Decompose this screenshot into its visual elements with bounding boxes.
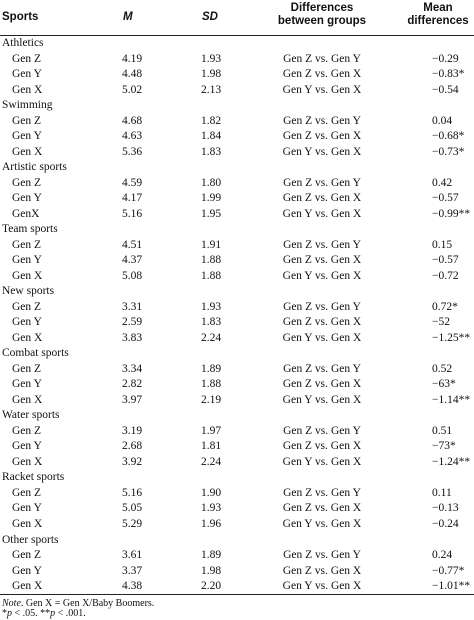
mean-cell: 4.19 [122, 52, 143, 65]
sd-cell: 1.89 [201, 362, 222, 375]
generation-cell: Gen X [12, 455, 43, 468]
generation-cell: Gen Y [12, 130, 42, 143]
comparison-cell: Gen Z vs. Gen X [282, 254, 362, 267]
mean-difference-cell: −52 [432, 316, 450, 329]
sd-cell: 1.93 [201, 52, 222, 65]
generation-cell: Gen Y [12, 502, 42, 515]
category-row [0, 346, 474, 362]
sd-cell: 1.95 [201, 207, 222, 220]
comparison-cell: Gen Z vs. Gen X [282, 378, 362, 391]
mean-difference-cell: 0.42 [432, 176, 453, 189]
sd-cell: 1.80 [201, 176, 222, 189]
comparison-cell: Gen Z vs. Gen Y [283, 424, 361, 437]
generation-cell: Gen Y [12, 378, 42, 391]
comparison-cell: Gen Z vs. Gen Y [283, 486, 361, 499]
table-row [0, 67, 474, 83]
header-mean: M [123, 11, 133, 23]
mean-difference-cell: −0.73* [432, 145, 465, 158]
sig-prefix: * [2, 608, 7, 619]
table-row [0, 207, 474, 223]
mean-cell: 5.16 [122, 486, 143, 499]
comparison-cell: Gen Z vs. Gen X [282, 440, 362, 453]
table-row [0, 52, 474, 68]
comparison-cell: Gen Y vs. Gen X [282, 455, 362, 468]
sd-cell: 1.83 [201, 145, 222, 158]
mean-difference-cell: 0.15 [432, 238, 453, 251]
sd-cell: 2.19 [201, 393, 222, 406]
table-row [0, 548, 474, 564]
comparison-cell: Gen Z vs. Gen X [282, 502, 362, 515]
sd-cell: 1.93 [201, 502, 222, 515]
generation-cell: Gen Y [12, 192, 42, 205]
table-body [0, 36, 474, 595]
mean-difference-cell: 0.11 [432, 486, 452, 499]
generation-cell: Gen Z [12, 52, 42, 65]
generation-cell: Gen X [12, 393, 43, 406]
mean-cell: 3.83 [122, 331, 143, 344]
category-row [0, 533, 474, 549]
comparison-cell: Gen Y vs. Gen X [282, 145, 362, 158]
mean-cell: 5.29 [122, 517, 143, 530]
table-row [0, 331, 474, 347]
sd-cell: 1.84 [201, 130, 222, 143]
table-row [0, 362, 474, 378]
mean-cell: 4.48 [122, 68, 143, 81]
category-label: Swimming [2, 99, 53, 112]
mean-difference-cell: −63* [432, 378, 456, 391]
table-row [0, 83, 474, 99]
generation-cell: Gen Z [12, 424, 42, 437]
mean-cell: 5.36 [122, 145, 143, 158]
mean-difference-cell: −0.57 [432, 254, 459, 267]
category-label: Team sports [2, 223, 58, 236]
sd-cell: 1.89 [201, 549, 222, 562]
generation-cell: Gen X [12, 517, 43, 530]
generation-cell: Gen X [12, 580, 43, 593]
comparison-cell: Gen Y vs. Gen X [282, 207, 362, 220]
sd-cell: 1.88 [201, 269, 222, 282]
mean-cell: 2.68 [122, 440, 143, 453]
sd-cell: 1.99 [201, 192, 222, 205]
table-row [0, 191, 474, 207]
sd-cell: 1.88 [201, 254, 222, 267]
comparison-cell: Gen Y vs. Gen X [282, 517, 362, 530]
mean-cell: 2.59 [122, 316, 143, 329]
mean-difference-cell: −0.54 [432, 83, 459, 96]
table-row [0, 564, 474, 580]
comparison-cell: Gen Z vs. Gen X [282, 130, 362, 143]
comparison-cell: Gen Z vs. Gen X [282, 564, 362, 577]
mean-difference-cell: 0.51 [432, 424, 453, 437]
mean-cell: 5.08 [122, 269, 143, 282]
category-row [0, 160, 474, 176]
comparison-cell: Gen Y vs. Gen X [282, 269, 362, 282]
table-row [0, 579, 474, 595]
comparison-cell: Gen Z vs. Gen X [282, 192, 362, 205]
category-row [0, 408, 474, 424]
mean-difference-cell: −0.72 [432, 269, 459, 282]
mean-difference-cell: 0.52 [432, 362, 453, 375]
table-row [0, 393, 474, 409]
sd-cell: 2.24 [201, 455, 222, 468]
category-label: Athletics [2, 37, 44, 49]
mean-cell: 3.92 [122, 455, 143, 468]
mean-difference-cell: −73* [432, 440, 456, 453]
generation-cell: Gen Z [12, 486, 42, 499]
generation-cell: Gen Z [12, 549, 42, 562]
mean-difference-cell: −1.25** [432, 331, 471, 344]
mean-difference-cell: −0.83* [432, 68, 465, 81]
table-row [0, 238, 474, 254]
comparison-cell: Gen Z vs. Gen Y [283, 362, 361, 375]
generation-cell: Gen Y [12, 68, 42, 81]
header-sd: SD [202, 11, 218, 23]
mean-cell: 5.02 [122, 83, 143, 96]
generation-cell: Gen Y [12, 254, 42, 267]
table-row [0, 176, 474, 192]
comparison-cell: Gen Z vs. Gen X [282, 316, 362, 329]
category-label: Artistic sports [2, 161, 67, 174]
mean-cell: 3.37 [122, 564, 143, 577]
category-row [0, 284, 474, 300]
table-header [0, 0, 474, 35]
mean-difference-cell: −0.57 [432, 192, 459, 205]
category-label: New sports [2, 285, 55, 298]
bottom-rule [0, 594, 474, 595]
sig-text1: < .05. ** [12, 608, 51, 619]
sd-cell: 1.81 [201, 440, 222, 453]
mean-difference-cell: −0.99** [432, 207, 471, 220]
mean-difference-cell: −1.01** [432, 580, 471, 593]
comparison-cell: Gen Y vs. Gen X [282, 331, 362, 344]
table-row [0, 253, 474, 269]
table-row [0, 424, 474, 440]
comparison-cell: Gen Y vs. Gen X [282, 580, 362, 593]
generation-cell: Gen Y [12, 440, 42, 453]
comparison-cell: Gen Z vs. Gen Y [283, 52, 361, 65]
mean-cell: 3.61 [122, 549, 143, 562]
mean-cell: 4.59 [122, 176, 143, 189]
sd-cell: 2.13 [201, 83, 222, 96]
table-row [0, 377, 474, 393]
table-row [0, 439, 474, 455]
mean-cell: 4.37 [122, 254, 143, 267]
mean-cell: 3.19 [122, 424, 143, 437]
sd-cell: 2.20 [201, 580, 222, 593]
comparison-cell: Gen Z vs. Gen Y [283, 176, 361, 189]
mean-cell: 3.34 [122, 362, 143, 375]
header-differences: Differences between groups [277, 2, 367, 27]
sd-cell: 2.24 [201, 331, 222, 344]
comparison-cell: Gen Z vs. Gen Y [283, 300, 361, 313]
generation-cell: Gen X [12, 269, 43, 282]
mean-difference-cell: 0.04 [432, 114, 453, 127]
header-mean-differences: Mean differences [407, 2, 469, 27]
mean-difference-cell: −0.24 [432, 517, 459, 530]
mean-difference-cell: 0.72* [432, 300, 458, 313]
generation-cell: Gen Z [12, 114, 42, 127]
generation-cell: Gen X [12, 331, 43, 344]
sd-cell: 1.96 [201, 517, 222, 530]
category-row [0, 36, 474, 52]
generation-cell: Gen Z [12, 238, 42, 251]
generation-cell: Gen Y [12, 564, 42, 577]
category-label: Racket sports [2, 471, 65, 484]
table-row [0, 501, 474, 517]
header-sports: Sports [2, 11, 39, 23]
sd-cell: 1.98 [201, 68, 222, 81]
table-row [0, 486, 474, 502]
table-row [0, 114, 474, 130]
mean-difference-cell: −0.29 [432, 52, 459, 65]
table-row [0, 145, 474, 161]
sd-cell: 1.98 [201, 564, 222, 577]
comparison-cell: Gen Z vs. Gen Y [283, 238, 361, 251]
sig-p2: p [50, 608, 56, 619]
generation-cell: Gen X [12, 145, 43, 158]
sd-cell: 1.83 [201, 316, 222, 329]
category-row [0, 470, 474, 486]
table-row [0, 455, 474, 471]
table-row [0, 315, 474, 331]
sd-cell: 1.91 [201, 238, 222, 251]
mean-cell: 2.82 [122, 378, 143, 391]
mean-cell: 5.16 [122, 207, 143, 220]
generation-cell: Gen Y [12, 316, 42, 329]
table-row [0, 269, 474, 285]
significance-note [2, 608, 86, 620]
sd-cell: 1.82 [201, 114, 222, 127]
category-label: Combat sports [2, 347, 69, 360]
category-row [0, 222, 474, 238]
mean-cell: 4.63 [122, 130, 143, 143]
generation-cell: Gen Z [12, 300, 42, 313]
mean-cell: 5.05 [122, 502, 143, 515]
generation-cell: Gen Z [12, 362, 42, 375]
mean-difference-cell: −1.14** [432, 393, 471, 406]
category-label: Water sports [2, 409, 60, 422]
comparison-cell: Gen Z vs. Gen Y [283, 549, 361, 562]
mean-cell: 3.97 [122, 393, 143, 406]
mean-cell: 4.38 [122, 580, 143, 593]
sig-text2: < .001. [55, 608, 86, 619]
sd-cell: 1.88 [201, 378, 222, 391]
note-label: Note [2, 598, 21, 609]
mean-cell: 4.68 [122, 114, 143, 127]
table-row [0, 300, 474, 316]
mean-difference-cell: −0.13 [432, 502, 459, 515]
sd-cell: 1.93 [201, 300, 222, 313]
generation-cell: GenX [12, 207, 40, 220]
mean-difference-cell: −0.77* [432, 564, 465, 577]
sd-cell: 1.90 [201, 486, 222, 499]
comparison-cell: Gen Z vs. Gen X [282, 68, 362, 81]
category-row [0, 98, 474, 114]
category-label: Other sports [2, 533, 59, 546]
comparison-cell: Gen Y vs. Gen X [282, 83, 362, 96]
mean-cell: 4.51 [122, 238, 143, 251]
mean-difference-cell: −0.68* [432, 130, 465, 143]
table-row [0, 517, 474, 533]
table-row [0, 129, 474, 145]
generation-cell: Gen Z [12, 176, 42, 189]
mean-cell: 4.17 [122, 192, 143, 205]
sd-cell: 1.97 [201, 424, 222, 437]
mean-cell: 3.31 [122, 300, 143, 313]
note-text: . Gen X = Gen X/Baby Boomers. [20, 598, 155, 609]
comparison-cell: Gen Z vs. Gen Y [283, 114, 361, 127]
generation-cell: Gen X [12, 83, 43, 96]
mean-difference-cell: −1.24** [432, 455, 471, 468]
mean-difference-cell: 0.24 [432, 549, 453, 562]
sig-p1: p [7, 608, 12, 619]
comparison-cell: Gen Y vs. Gen X [282, 393, 362, 406]
